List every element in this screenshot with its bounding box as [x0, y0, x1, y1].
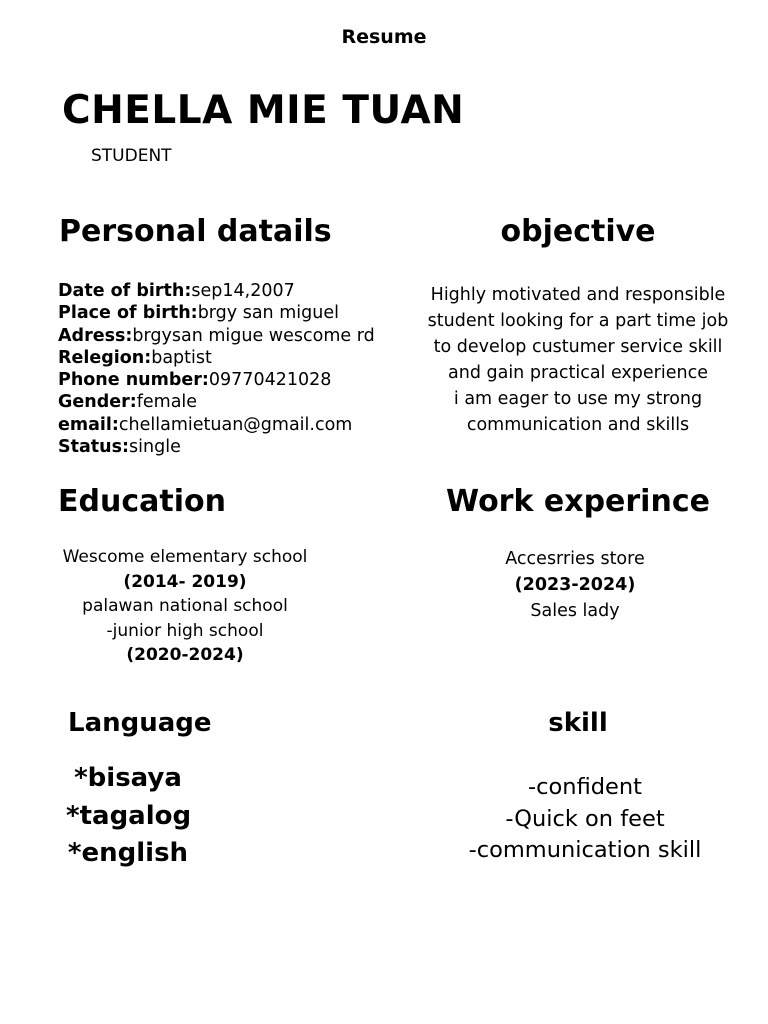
education-list	[56, 545, 314, 668]
detail-value: chellamietuan@gmail.com	[118, 414, 353, 435]
language-item: *bisaya	[74, 763, 182, 793]
detail-label: Place of birth:	[58, 303, 198, 324]
education-years: (2020-2024)	[126, 645, 244, 665]
detail-label: Relegion:	[58, 347, 152, 368]
detail-label: Phone number:	[58, 370, 209, 391]
detail-label: Gender:	[58, 392, 137, 413]
detail-value: 09770421028	[208, 370, 332, 391]
education-school: Wescome elementary school	[62, 547, 308, 567]
detail-value: brgysan migue wescome rd	[132, 325, 375, 346]
objective-line: and gain practical experience	[448, 363, 708, 383]
detail-label: email:	[58, 414, 119, 435]
education-heading: Education	[58, 484, 226, 519]
language-heading: Language	[68, 708, 212, 738]
language-item: *tagalog	[66, 800, 192, 831]
skill-item: -communication skill	[468, 837, 702, 863]
detail-value: baptist	[151, 347, 212, 368]
detail-email	[58, 414, 375, 436]
personal-details-heading: Personal datails	[59, 214, 332, 249]
detail-label: Status:	[58, 437, 130, 458]
work-years: (2023-2024)	[514, 575, 636, 595]
skill-heading: skill	[548, 708, 608, 738]
person-role: STUDENT	[91, 146, 172, 166]
detail-status	[58, 436, 375, 458]
skill-item: -Quick on feet	[505, 805, 665, 832]
work-employer: Accesrries store	[505, 549, 645, 569]
work-experience-heading: Work experince	[446, 484, 710, 519]
education-school: palawan national school	[82, 596, 288, 616]
work-position: Sales lady	[530, 601, 620, 621]
objective-heading: objective	[500, 214, 656, 249]
detail-phone-number	[58, 369, 375, 391]
education-years: (2014- 2019)	[123, 571, 247, 592]
detail-place-of-birth	[58, 302, 375, 324]
work-experience-list	[470, 546, 680, 624]
objective-line: Highly motivated and responsible	[430, 285, 726, 305]
education-level: -junior high school	[106, 620, 264, 641]
detail-value: sep14,2007	[191, 281, 295, 301]
detail-value: brgy san miguel	[197, 303, 339, 324]
language-item: *english	[67, 838, 189, 868]
person-name: CHELLA MIE TUAN	[62, 88, 465, 133]
detail-value: female	[136, 392, 198, 413]
skill-item: -confident	[528, 774, 642, 800]
language-list	[66, 760, 190, 873]
detail-value: single	[129, 437, 181, 458]
objective-line: student looking for a part time job	[427, 311, 729, 331]
skill-list	[452, 772, 718, 867]
detail-label: Adress:	[58, 325, 133, 346]
detail-gender	[58, 391, 375, 413]
detail-label: Date of birth:	[58, 281, 192, 301]
personal-details-list	[58, 280, 375, 458]
objective-line: to develop custumer service skill	[433, 337, 723, 357]
objective-line: i am eager to use my strong	[453, 389, 703, 409]
detail-religion	[58, 347, 375, 369]
document-title: Resume	[341, 26, 427, 48]
detail-address	[58, 325, 375, 347]
objective-line: communication and skills	[466, 415, 690, 435]
objective-text	[410, 282, 746, 438]
detail-date-of-birth	[58, 280, 375, 302]
